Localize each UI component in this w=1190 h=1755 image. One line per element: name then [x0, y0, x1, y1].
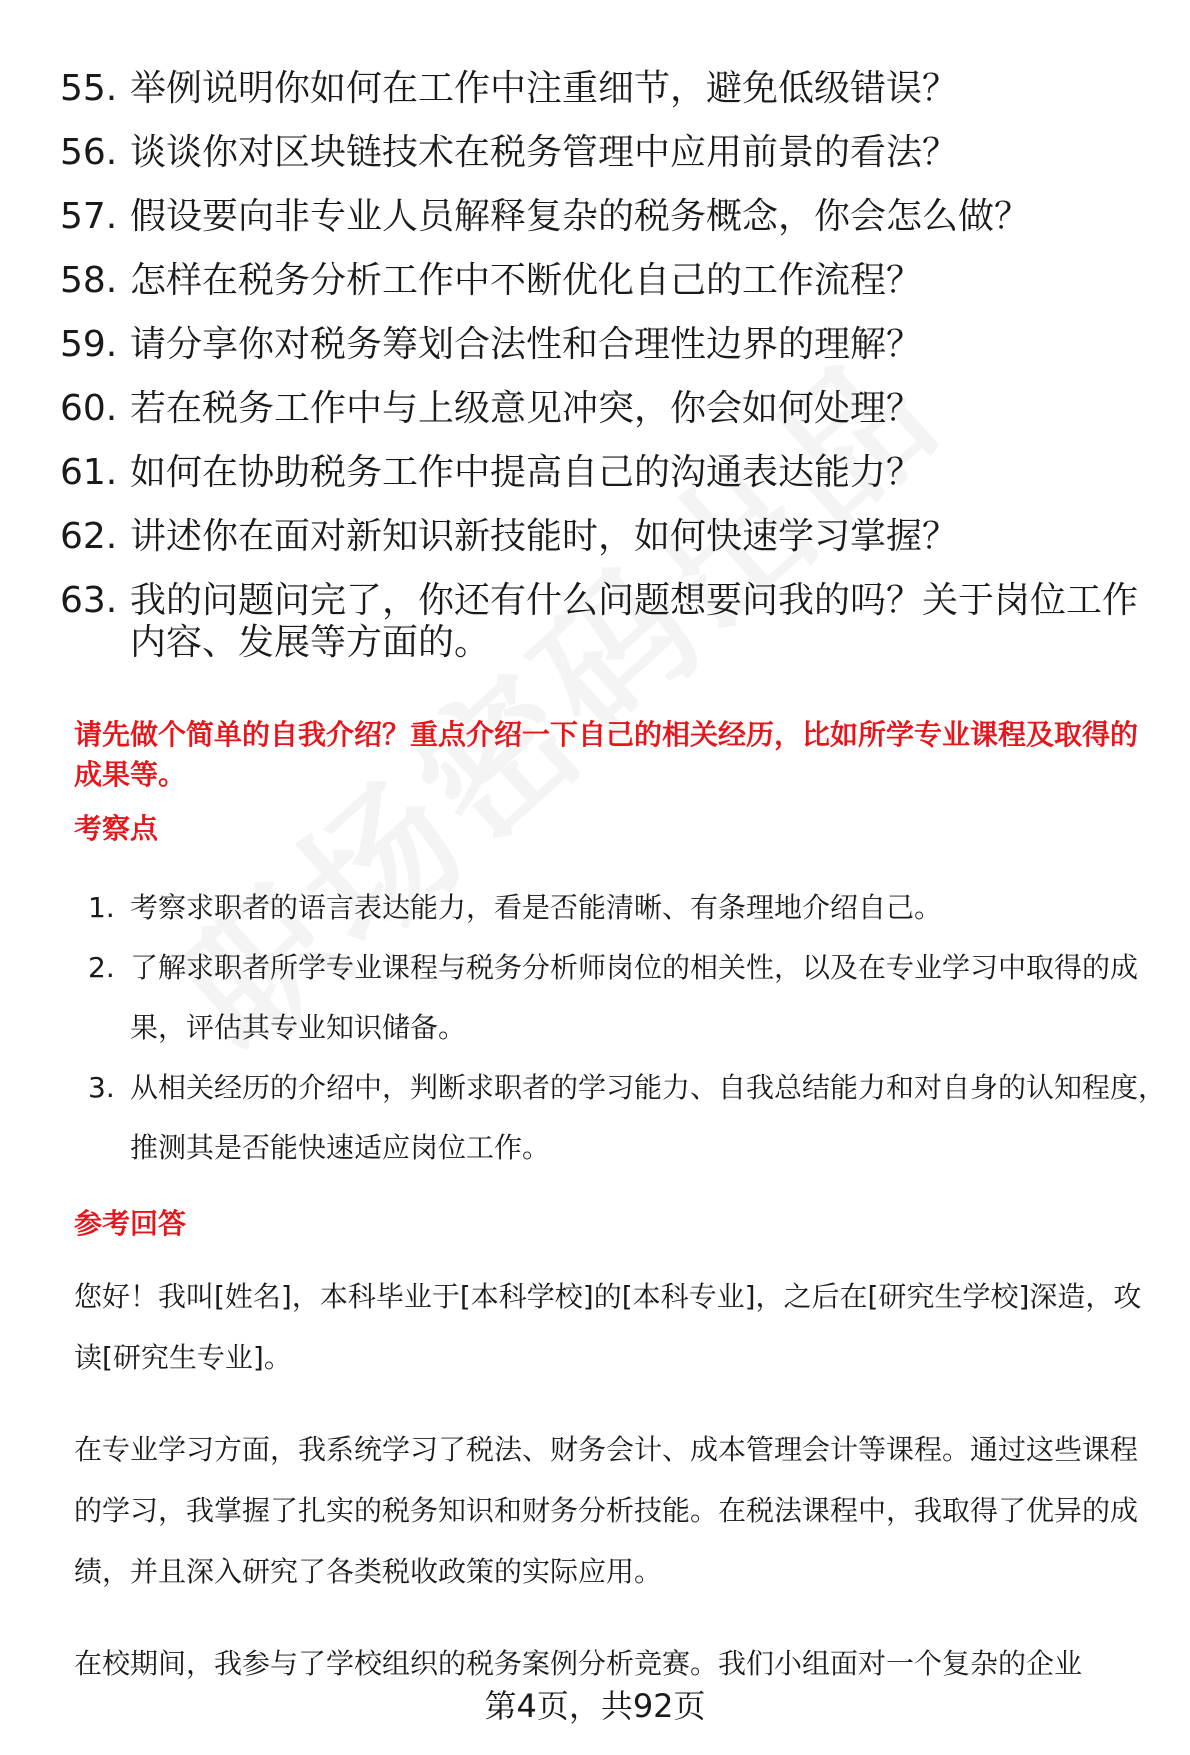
question-text: 谈谈你对区块链技术在税务管理中应用前景的看法？ — [130, 132, 959, 173]
question-item — [60, 324, 1160, 366]
question-number: 56. — [60, 132, 118, 173]
assessment-point — [88, 878, 1168, 938]
answer-title: 参考回答 — [74, 1207, 187, 1240]
question-item — [60, 388, 1160, 430]
point-text: 考察求职者的语言表达能力，看是否能清晰、有条理地介绍自己。 — [130, 891, 943, 924]
question-list — [60, 68, 1160, 686]
question-text: 我的问题问完了，你还有什么问题想要问我的吗？关于岗位工作内容、发展等方面的。 — [130, 580, 1139, 663]
question-number: 62. — [60, 516, 118, 557]
question-number: 60. — [60, 388, 118, 429]
question-text: 讲述你在面对新知识新技能时，如何快速学习掌握？ — [130, 516, 959, 557]
question-item — [60, 260, 1160, 302]
question-number: 55. — [60, 68, 118, 109]
question-item — [60, 516, 1160, 558]
point-number: 2. — [88, 951, 115, 984]
question-text: 如何在协助税务工作中提高自己的沟通表达能力？ — [130, 452, 923, 493]
question-item — [60, 196, 1160, 238]
question-number: 63. — [60, 580, 118, 621]
assessment-point — [88, 1058, 1168, 1178]
question-item — [60, 68, 1160, 110]
point-number: 1. — [88, 891, 115, 924]
question-number: 61. — [60, 452, 118, 493]
question-item — [60, 132, 1160, 174]
question-number: 58. — [60, 260, 118, 301]
highlight-question: 请先做个简单的自我介绍？重点介绍一下自己的相关经历，比如所学专业课程及取得的成果等。 — [74, 718, 1139, 791]
question-text: 举例说明你如何在工作中注重细节，避免低级错误？ — [130, 68, 959, 109]
point-text: 从相关经历的介绍中，判断求职者的学习能力、自我总结能力和对自身的认知程度，推测其是否能快速适应岗位工作。 — [130, 1071, 1167, 1164]
point-text: 了解求职者所学专业课程与税务分析师岗位的相关性，以及在专业学习中取得的成果，评估其专业知识储备。 — [130, 951, 1139, 1044]
answer-paragraph: 您好！我叫[姓名]，本科毕业于[本科学校]的[本科专业]，之后在[研究生学校]深造，攻读[研究生专业]。 — [74, 1280, 1142, 1374]
answer-paragraph: 在校期间，我参与了学校组织的税务案例分析竞赛。我们小组面对一个复杂的企业 — [74, 1647, 1083, 1680]
point-number: 3. — [88, 1071, 115, 1104]
question-text: 假设要向非专业人员解释复杂的税务概念，你会怎么做？ — [130, 196, 1031, 237]
question-text: 怎样在税务分析工作中不断优化自己的工作流程？ — [130, 260, 923, 301]
question-item — [60, 452, 1160, 494]
page-number: 第4页，共92页 — [484, 1687, 706, 1725]
question-number: 59. — [60, 324, 118, 365]
question-text: 若在税务工作中与上级意见冲突，你会如何处理？ — [130, 388, 923, 429]
question-item — [60, 580, 1160, 664]
assessment-points — [88, 878, 1168, 1178]
answer-paragraph: 在专业学习方面，我系统学习了税法、财务会计、成本管理会计等课程。通过这些课程的学习，我掌握了扎实的税务知识和财务分析技能。在税法课程中，我取得了优异的成绩，并且深入研究了各类税收政策的实际应用。 — [74, 1433, 1139, 1588]
question-number: 57. — [60, 196, 118, 237]
assessment-title: 考察点 — [74, 812, 159, 845]
question-text: 请分享你对税务筹划合法性和合理性边界的理解？ — [130, 324, 923, 365]
assessment-point — [88, 938, 1168, 1058]
